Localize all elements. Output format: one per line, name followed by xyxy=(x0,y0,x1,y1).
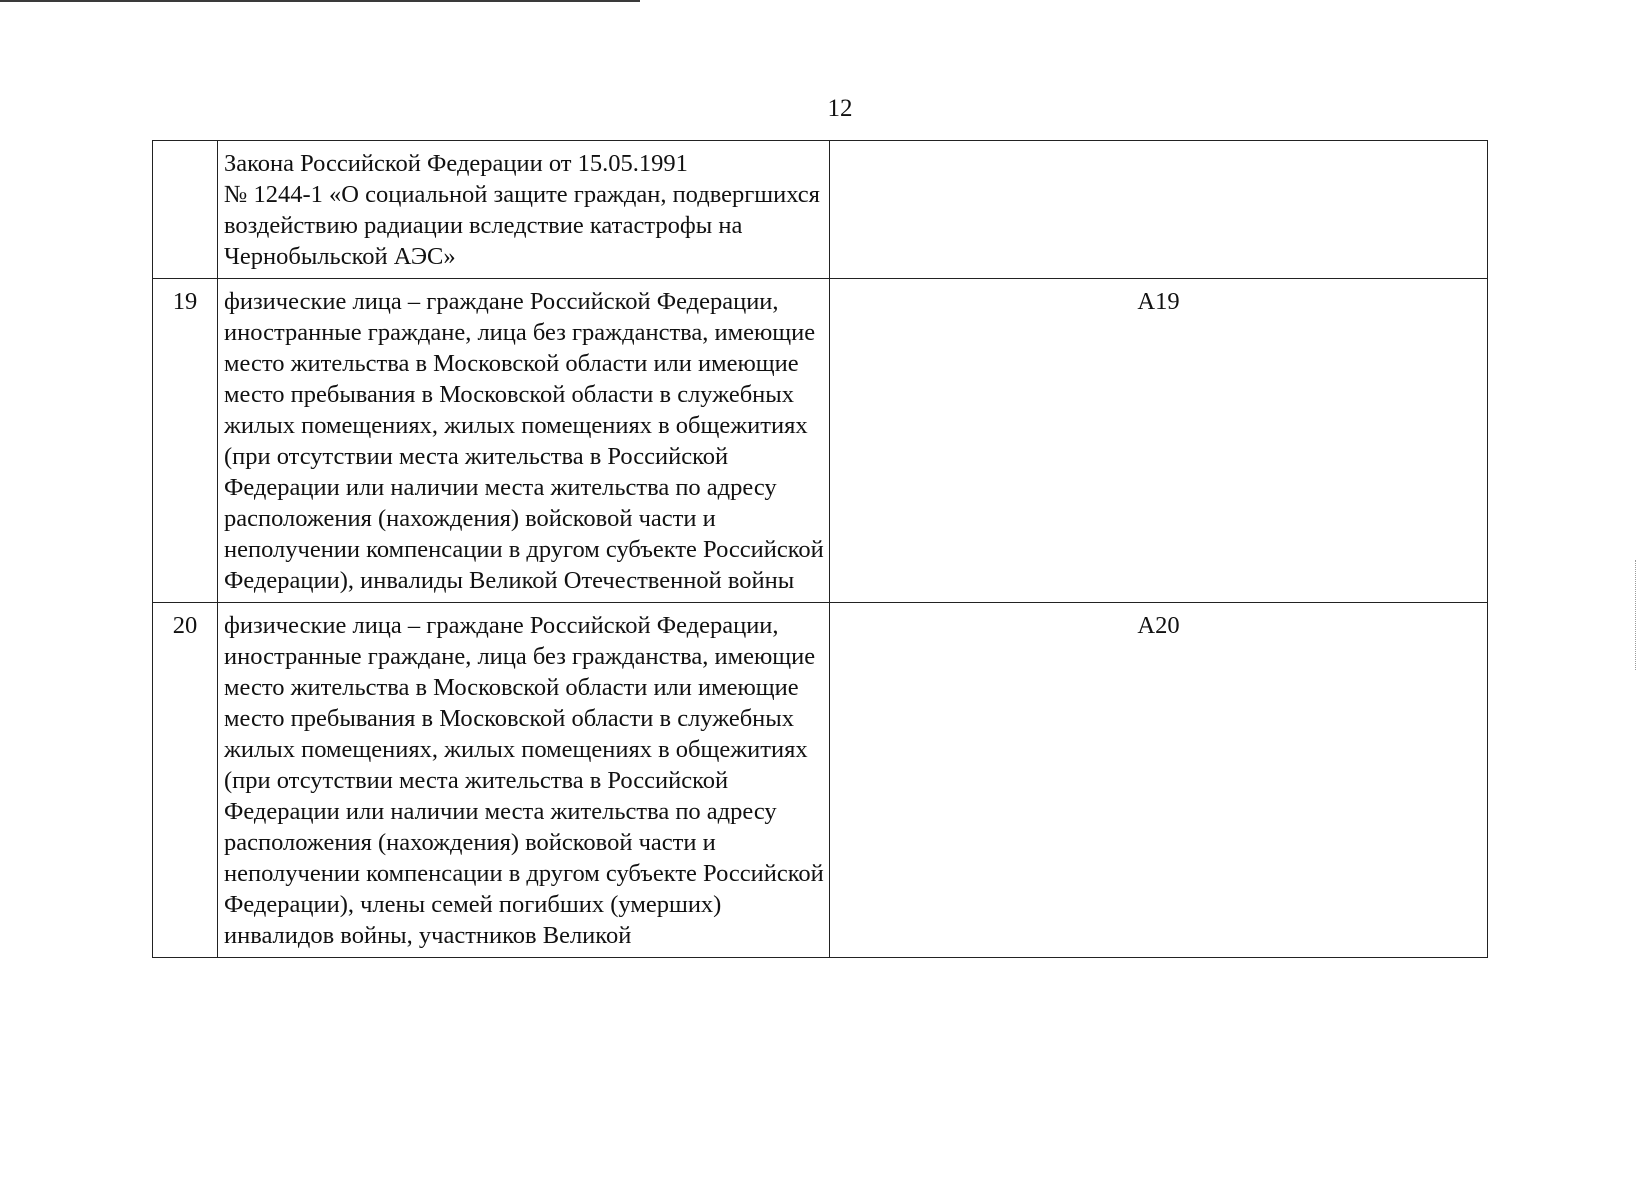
table-row xyxy=(153,279,1488,603)
row-description-cell: физические лица – граждане Российской Федерации, иностранные граждане, лица без гражданства, имеющие место жительства в Московской области или имеющие место пребывания в Московской области в служебных жилых помещениях, жилых помещениях в общежитиях (при отсутствии места жительства в Российской Федерации или наличии места жительства по адресу расположения (нахождения) войсковой части и неполучении компенсации в другом субъекте Российской Федерации), инвалиды Великой Отечественной войны xyxy=(218,279,830,603)
scan-edge-top xyxy=(0,0,640,2)
document-table xyxy=(152,140,1488,958)
row-number-cell: 20 xyxy=(153,603,218,958)
row-description-cell: физические лица – граждане Российской Федерации, иностранные граждане, лица без гражданства, имеющие место жительства в Московской области или имеющие место пребывания в Московской области в служебных жилых помещениях, жилых помещениях в общежитиях (при отсутствии места жительства в Российской Федерации или наличии места жительства по адресу расположения (нахождения) войсковой части и неполучении компенсации в другом субъекте Российской Федерации), члены семей погибших (умерших) инвалидов войны, участников Великой xyxy=(218,603,830,958)
row-number-cell: 19 xyxy=(153,279,218,603)
table-row xyxy=(153,141,1488,279)
row-code-cell: А19 xyxy=(830,279,1488,603)
row-description-cell: Закона Российской Федерации от 15.05.1991 № 1244-1 «О социальной защите граждан, подвергшихся воздействию радиации вследствие катастрофы на Чернобыльской АЭС» xyxy=(218,141,830,279)
row-code-cell: А20 xyxy=(830,603,1488,958)
page-number: 12 xyxy=(827,95,853,122)
row-code-cell xyxy=(830,141,1488,279)
table-row xyxy=(153,603,1488,958)
scan-edge-right xyxy=(1635,560,1637,670)
row-number-cell xyxy=(153,141,218,279)
